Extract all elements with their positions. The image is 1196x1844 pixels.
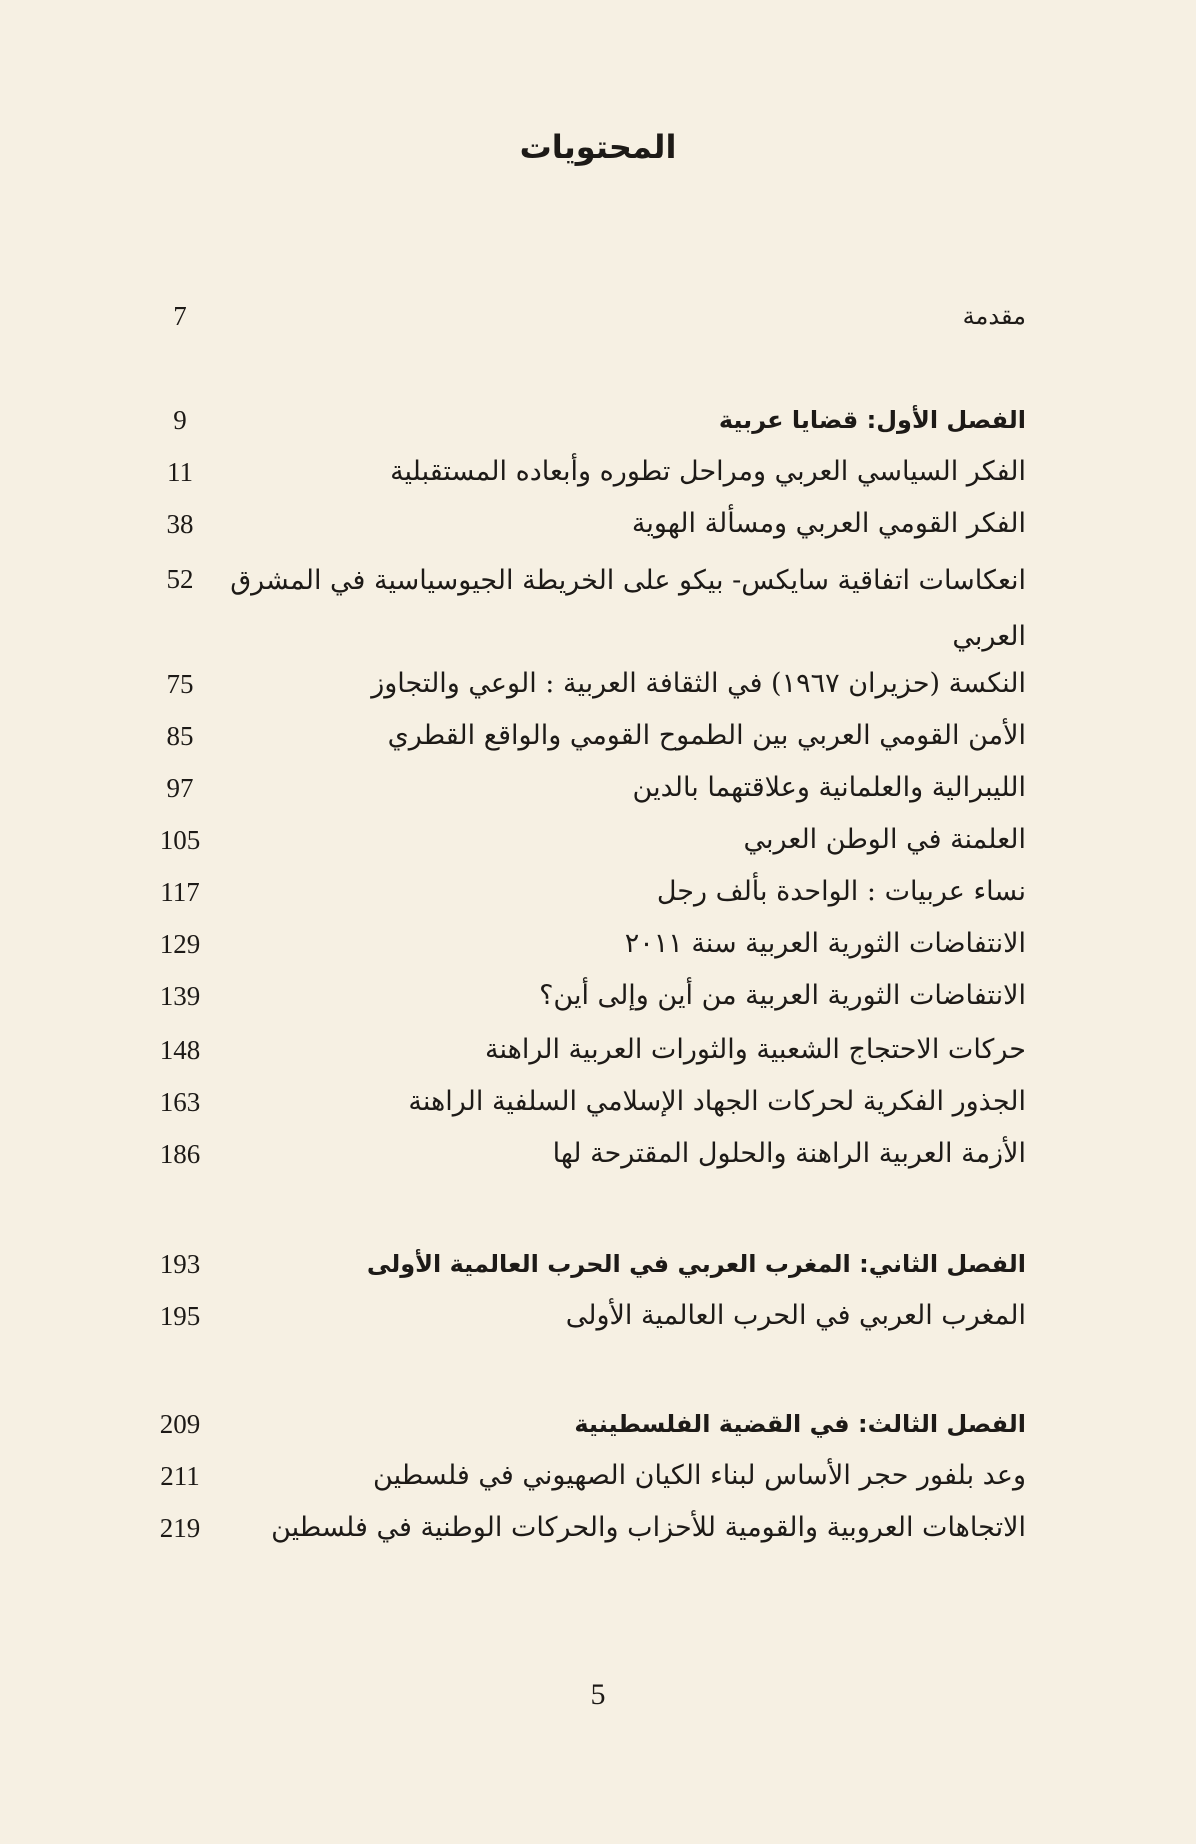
toc-entry [0, 658, 1196, 710]
toc-entry [0, 762, 1196, 814]
toc-entry [0, 1450, 1196, 1502]
toc-entry-page: 11 [167, 457, 193, 487]
toc-entry-page: 7 [173, 301, 187, 331]
toc-chapter-2 [0, 1238, 1196, 1290]
toc-entry-label: الجذور الفكرية لحركات الجهاد الإسلامي السلفية الراهنة [408, 1086, 1026, 1117]
toc-chapter-label: الفصل الأول: قضايا عربية [718, 406, 1026, 434]
toc-entry-page: 117 [160, 877, 200, 907]
toc-chapter-label: الفصل الثالث: في القضية الفلسطينية [574, 1410, 1026, 1438]
toc-entry [0, 918, 1196, 970]
toc-entry-page: 209 [159, 1409, 201, 1439]
toc-entry-label: الانتفاضات الثورية العربية سنة ٢٠١١ [624, 928, 1026, 959]
toc-entry [0, 970, 1196, 1022]
toc-entry-page: 163 [159, 1087, 201, 1117]
toc-chapter-3 [0, 1398, 1196, 1450]
toc-entry-label: انعكاسات اتفاقية سايكس- بيكو على الخريطة الجيوسياسية في المشرق العربي [230, 565, 1026, 652]
toc-entry-label: نساء عربيات : الواحدة بألف رجل [656, 876, 1026, 907]
toc-entry-label: الليبرالية والعلمانية وعلاقتهما بالدين [632, 772, 1026, 803]
toc-entry-page: 85 [166, 721, 194, 751]
toc-entry-page: 219 [159, 1513, 201, 1543]
toc-entry [0, 446, 1196, 498]
toc-entry [0, 498, 1196, 550]
toc-entry-label: النكسة (حزيران ١٩٦٧) في الثقافة العربية : الوعي والتجاوز [371, 668, 1026, 699]
toc-entry-page: 129 [159, 929, 201, 959]
toc-entry-page: 105 [159, 825, 201, 855]
toc-entry [0, 710, 1196, 762]
toc-entry-page: 97 [166, 773, 194, 803]
toc-entry-page: 38 [166, 509, 194, 539]
toc-entry-page: 193 [159, 1249, 201, 1279]
toc-entry-label: الاتجاهات العروبية والقومية للأحزاب والحركات الوطنية في فلسطين [271, 1512, 1026, 1543]
toc-entry [0, 814, 1196, 866]
toc-entry-label: الفكر القومي العربي ومسألة الهوية [631, 508, 1026, 539]
toc-entry-label: الفكر السياسي العربي ومراحل تطوره وأبعاده المستقبلية [390, 456, 1026, 487]
toc-entry [0, 1076, 1196, 1128]
page-number: 5 [590, 1678, 606, 1711]
toc-entry [0, 866, 1196, 918]
toc-entry-page: 52 [166, 564, 194, 594]
page-title: المحتويات [519, 128, 677, 166]
toc-entry-page: 75 [166, 669, 194, 699]
toc-entry [0, 1128, 1196, 1180]
toc-entry-page: 211 [160, 1461, 200, 1491]
toc-entry-label: العلمنة في الوطن العربي [743, 824, 1026, 855]
toc-entry-label: مقدمة [962, 302, 1026, 330]
toc-entry-page: 195 [159, 1301, 201, 1331]
toc-entry-label: الأزمة العربية الراهنة والحلول المقترحة لها [552, 1138, 1026, 1169]
toc-entry [0, 1502, 1196, 1554]
toc-chapter-1 [0, 394, 1196, 446]
toc-entry-label: الأمن القومي العربي بين الطموح القومي والواقع القطري [387, 720, 1026, 751]
toc-entry-page: 9 [173, 405, 187, 435]
toc-entry-label: المغرب العربي في الحرب العالمية الأولى [565, 1300, 1026, 1331]
toc-entry [0, 1290, 1196, 1342]
toc-chapter-label: الفصل الثاني: المغرب العربي في الحرب العالمية الأولى [366, 1250, 1026, 1278]
toc-entry-label: وعد بلفور حجر الأساس لبناء الكيان الصهيوني في فلسطين [373, 1460, 1026, 1491]
toc-entry-introduction [0, 290, 1196, 342]
toc-entry-label: الانتفاضات الثورية العربية من أين وإلى أين؟ [539, 980, 1026, 1011]
toc-entry [0, 553, 1196, 652]
toc-entry [0, 1024, 1196, 1076]
toc-entry-page: 148 [159, 1035, 201, 1065]
toc-entry-page: 186 [159, 1139, 201, 1169]
toc-entry-page: 139 [159, 981, 201, 1011]
toc-entry-label: حركات الاحتجاج الشعبية والثورات العربية الراهنة [484, 1034, 1026, 1065]
